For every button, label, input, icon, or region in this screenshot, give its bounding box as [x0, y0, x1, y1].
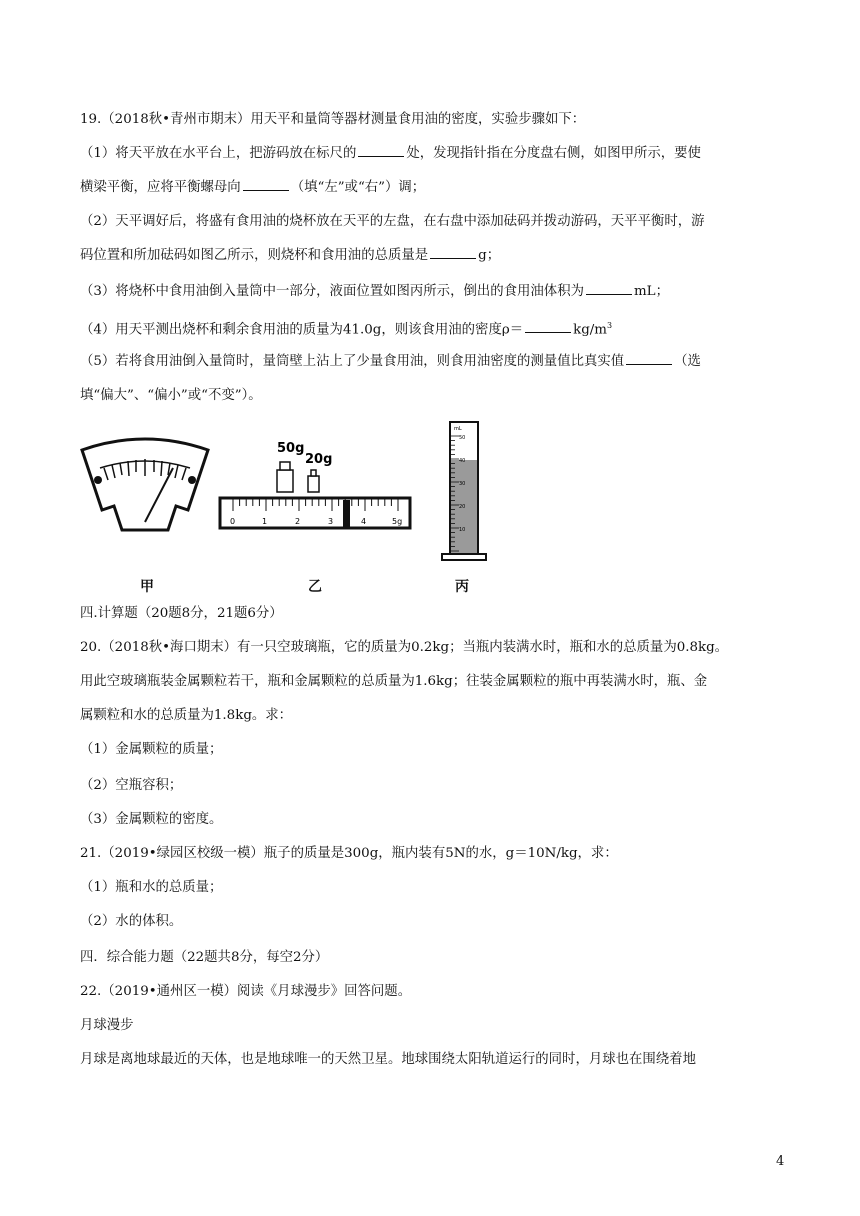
figure-label-jia: 甲	[140, 579, 154, 595]
q21-sub2: （2）水的体积。	[80, 914, 183, 929]
section-heading-calculation: 四.计算题（20题8分，21题6分）	[80, 606, 283, 621]
section-heading-comprehensive: 四．综合能力题（22题共8分，每空2分）	[80, 950, 329, 965]
cylinder-unit: mL	[454, 426, 462, 432]
rider-marker	[343, 500, 350, 527]
q20-line3: 属颗粒和水的总质量为1.8kg。求：	[80, 708, 293, 723]
q21-line1: 21.（2019•绿园区校级一模）瓶子的质量是300g，瓶内装有5N的水，g＝10N/kg，求：	[80, 846, 618, 861]
cylinder-tick-10: 10	[459, 527, 466, 533]
q19-part2-cont: 码位置和所加砝码如图乙所示，则烧杯和食用油的总质量是 g；	[80, 248, 501, 263]
answer-blank	[243, 178, 289, 191]
ruler-tick-4: 4	[361, 517, 367, 526]
q20-sub2: （2）空瓶容积；	[80, 778, 183, 793]
q20-sub1: （1）金属颗粒的质量；	[80, 742, 223, 757]
answer-blank	[626, 352, 672, 365]
q19-part1-cont: 横梁平衡，应将平衡螺母向 （填“左”或“右”）调；	[80, 180, 426, 195]
q19-part1: （1）将天平放在水平台上，把游码放在标尺的 处，发现指针指在分度盘右侧，如图甲所示，要使	[80, 146, 701, 161]
answer-blank	[430, 246, 476, 259]
ruler-tick-5: 5g	[392, 517, 403, 526]
q19-part5: （5）若将食用油倒入量筒时，量筒壁上沾上了少量食用油，则食用油密度的测量值比真实值 （选	[80, 354, 701, 369]
weight-50g-label: 50g	[277, 441, 305, 456]
graduated-cylinder-diagram	[442, 422, 486, 560]
page-number: 4	[776, 1154, 785, 1169]
q20-line2: 用此空玻璃瓶装金属颗粒若干，瓶和金属颗粒的总质量为1.6kg；往装金属颗粒的瓶中再装满水时，瓶、金	[80, 674, 708, 689]
ruler-tick-3: 3	[328, 517, 334, 526]
q19-part3: （3）将烧杯中食用油倒入量筒中一部分，液面位置如图丙所示，倒出的食用油体积为 mL；	[80, 284, 669, 299]
ruler-tick-1: 1	[262, 517, 268, 526]
cylinder-tick-40: 40	[459, 458, 466, 464]
q19-stem: 19.（2018秋•青州市期末）用天平和量筒等器材测量食用油的密度，实验步骤如下：	[80, 112, 586, 127]
weights-and-ruler-diagram	[220, 441, 410, 528]
answer-blank	[525, 320, 571, 333]
figure-drawings	[70, 410, 510, 600]
figure-label-yi: 乙	[308, 579, 322, 595]
q22-passage-p1: 月球是离地球最近的天体，也是地球唯一的天然卫星。地球围绕太阳轨道运行的同时，月球也在围绕着地	[80, 1052, 696, 1067]
balance-dial-diagram	[82, 439, 208, 530]
q19-part4: （4）用天平测出烧杯和剩余食用油的质量为41.0g，则该食用油的密度$\rho= kg/m^3$	[80, 321, 613, 338]
answer-blank	[586, 282, 632, 295]
q19-part5-cont: 填“偏大”、“偏小”或“不变”）。	[80, 388, 262, 403]
cylinder-tick-20: 20	[459, 504, 466, 510]
answer-blank	[358, 144, 404, 157]
weight-20g-label: 20g	[305, 452, 333, 467]
figure-label-bing: 丙	[455, 579, 469, 595]
q21-sub1: （1）瓶和水的总质量；	[80, 880, 223, 895]
cylinder-tick-30: 30	[459, 481, 466, 487]
q20-sub3: （3）金属颗粒的密度。	[80, 812, 223, 827]
q22-line1: 22.（2019•通州区一模）阅读《月球漫步》回答问题。	[80, 984, 412, 999]
q20-line1: 20.（2018秋•海口期末）有一只空玻璃瓶，它的质量为0.2kg；当瓶内装满水时，瓶和水的总质量为0.8kg。	[80, 640, 729, 655]
cylinder-tick-50: 50	[459, 435, 466, 441]
experiment-figure	[70, 410, 510, 600]
ruler-tick-0: 0	[230, 517, 236, 526]
q22-passage-title: 月球漫步	[80, 1018, 134, 1033]
q19-part2: （2）天平调好后，将盛有食用油的烧杯放在天平的左盘，在右盘中添加砝码并拨动游码，天平平衡时，游	[80, 214, 705, 229]
ruler-tick-2: 2	[295, 517, 301, 526]
